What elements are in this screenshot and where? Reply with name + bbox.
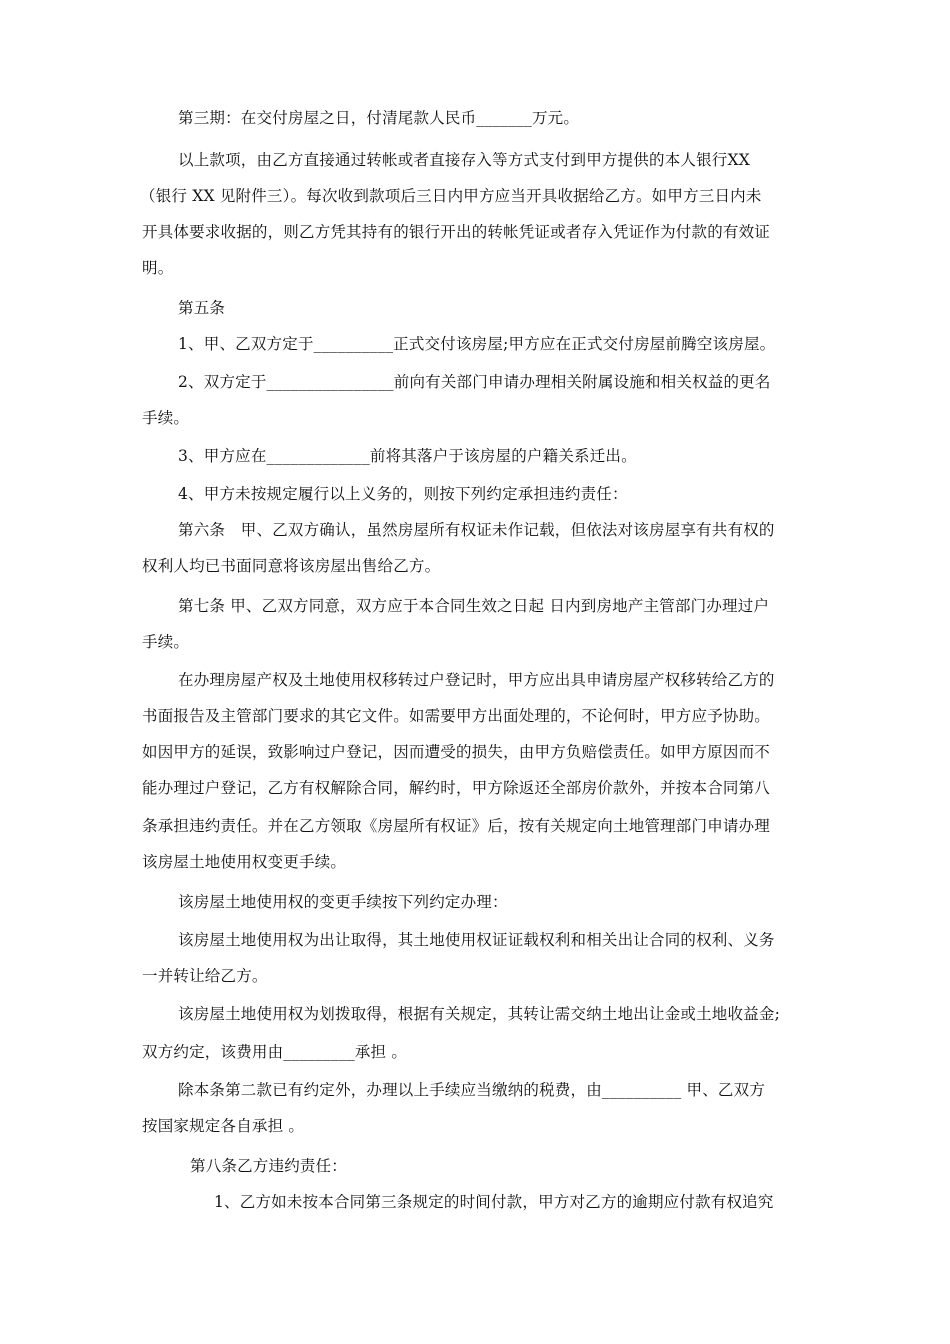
paragraph-line: 书面报告及主管部门要求的其它文件。如需要甲方出面处理的，不论何时，甲方应予协助。 — [142, 707, 771, 725]
paragraph-line: 3、甲方应在_____________前将其落户于该房屋的户籍关系迁出。 — [178, 447, 637, 465]
paragraph-line: 按国家规定各自承担 。 — [142, 1117, 305, 1135]
paragraph-line: 除本条第二款已有约定外，办理以上手续应当缴纳的税费，由__________ 甲、乙双方 — [178, 1081, 766, 1099]
paragraph-line: 一并转让给乙方。 — [142, 967, 268, 985]
paragraph-line: 2、双方定于________________前向有关部门申请办理相关附属设施和相关权益的更名 — [178, 373, 771, 391]
paragraph-line: 条承担违约责任。并在乙方领取《房屋所有权证》后，按有关规定向土地管理部门申请办理 — [142, 817, 771, 835]
paragraph-line: 第六条 甲、乙双方确认，虽然房屋所有权证未作记载，但依法对该房屋享有共有权的 — [178, 521, 775, 539]
paragraph-line: 该房屋土地使用权变更手续。 — [142, 853, 347, 871]
paragraph-line: （银行 XX 见附件三）。每次收到款项后三日内甲方应当开具收据给乙方。如甲方三日内未 — [140, 187, 762, 205]
paragraph-line: 该房屋土地使用权为出让取得，其土地使用权证证载权利和相关出让合同的权利、义务 — [178, 931, 775, 949]
paragraph-line: 4、甲方未按规定履行以上义务的，则按下列约定承担违约责任： — [178, 485, 628, 503]
paragraph-line: 该房屋土地使用权为划拨取得，根据有关规定，其转让需交纳土地出让金或土地收益金; — [178, 1005, 781, 1023]
paragraph-line: 能办理过户登记，乙方有权解除合同，解约时，甲方除返还全部房价款外，并按本合同第八 — [142, 779, 771, 797]
paragraph-line: 开具体要求收据的，则乙方凭其持有的银行开出的转帐凭证或者存入凭证作为付款的有效证 — [142, 223, 771, 241]
paragraph-line: 该房屋土地使用权的变更手续按下列约定办理： — [178, 893, 508, 911]
paragraph-line: 第三期：在交付房屋之日，付清尾款人民币_______万元。 — [178, 109, 580, 127]
paragraph-line: 在办理房屋产权及土地使用权移转过户登记时，甲方应出具申请房屋产权移转给乙方的 — [178, 671, 775, 689]
paragraph-line: 第七条 甲、乙双方同意，双方应于本合同生效之日起 日内到房地产主管部门办理过户 — [178, 597, 770, 615]
paragraph-line: 双方约定，该费用由_________承担 。 — [142, 1043, 408, 1061]
paragraph-line: 权利人均已书面同意将该房屋出售给乙方。 — [142, 557, 441, 575]
paragraph-line: 手续。 — [142, 409, 190, 427]
paragraph-line: 明。 — [142, 259, 174, 277]
paragraph-line: 如因甲方的延误，致影响过户登记，因而遭受的损失，由甲方负赔偿责任。如甲方原因而不 — [142, 743, 771, 761]
paragraph-line: 1、乙方如未按本合同第三条规定的时间付款，甲方对乙方的逾期应付款有权追究 — [214, 1193, 774, 1211]
paragraph-line: 手续。 — [142, 633, 190, 651]
paragraph-line: 1、甲、乙双方定于__________正式交付该房屋;甲方应在正式交付房屋前腾空该房屋。 — [178, 335, 776, 353]
section-heading: 第五条 — [178, 299, 226, 317]
paragraph-line: 以上款项，由乙方直接通过转帐或者直接存入等方式支付到甲方提供的本人银行XX — [178, 151, 750, 169]
section-heading: 第八条乙方违约责任： — [190, 1157, 348, 1175]
